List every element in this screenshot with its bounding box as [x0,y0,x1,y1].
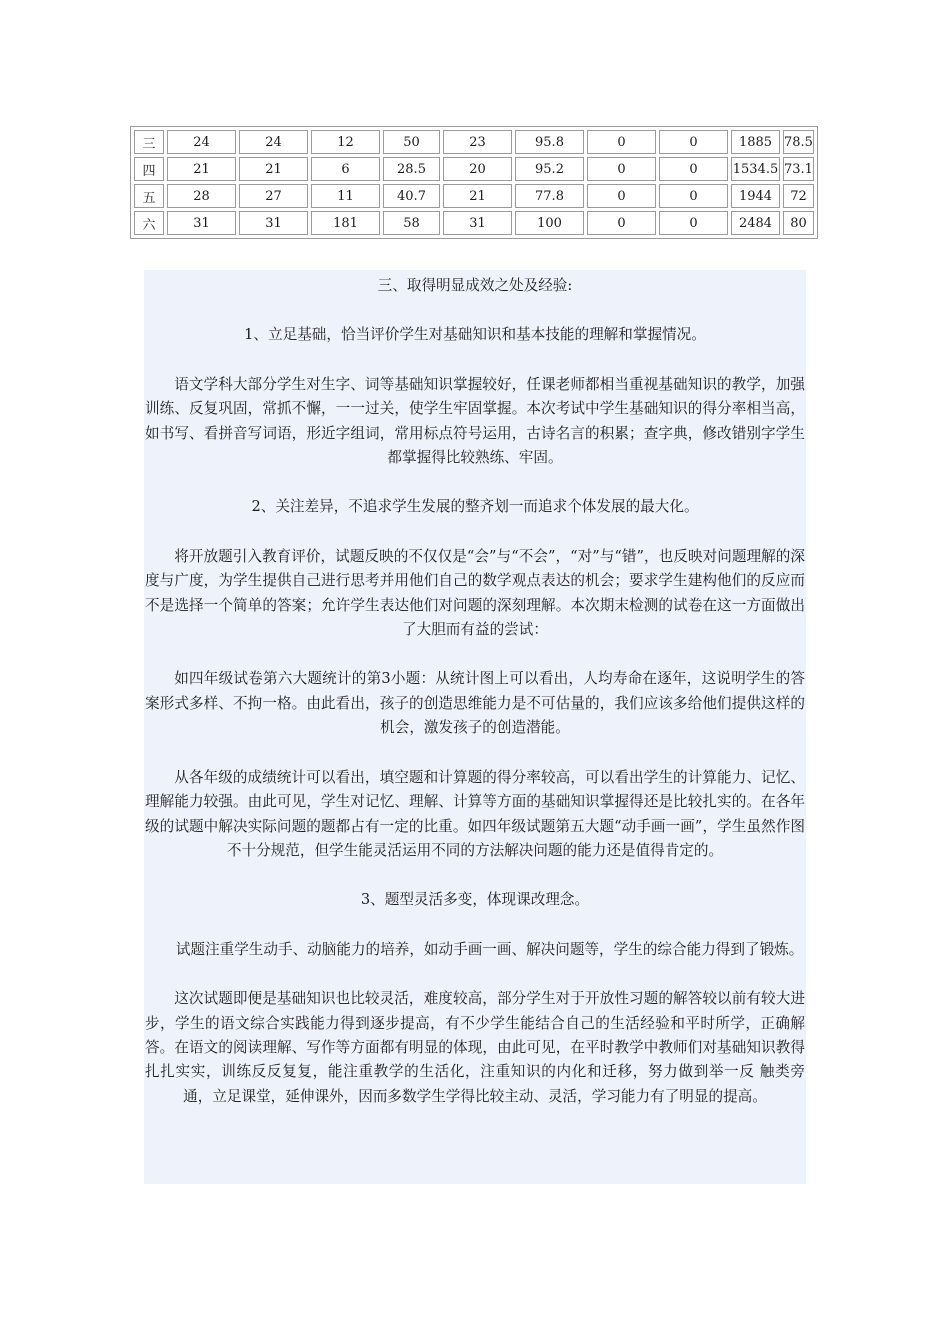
table-cell: 77.8 [515,184,584,208]
table-cell: 0 [587,211,656,235]
table-cell: 12 [311,130,380,154]
table-cell: 六 [134,211,164,235]
table-row [134,211,814,235]
table-cell: 20 [443,157,512,181]
table-cell: 23 [443,130,512,154]
table-cell: 21 [167,157,236,181]
table-cell: 78.5 [783,130,814,154]
table-cell: 五 [134,184,164,208]
table-cell: 21 [443,184,512,208]
subheading: 2、关注差异，不追求学生发展的整齐划一而追求个体发展的最大化。 [251,498,699,516]
table-cell: 40.7 [383,184,440,208]
table-cell: 72 [783,184,814,208]
table-cell: 31 [443,211,512,235]
section-title: 三、取得明显成效之处及经验: [377,277,573,294]
table-cell: 181 [311,211,380,235]
table-cell: 0 [659,184,728,208]
table-cell: 73.1 [783,157,814,181]
table-row [134,184,814,208]
table-cell: 2484 [731,211,780,235]
grade-score-table [130,126,818,239]
table-cell: 80 [783,211,814,235]
table-cell: 0 [587,184,656,208]
table-cell: 28.5 [383,157,440,181]
table-cell: 6 [311,157,380,181]
subheading: 1、立足基础，恰当评价学生对基础知识和基本技能的理解和掌握情况。 [244,326,706,344]
table-cell: 95.8 [515,130,584,154]
table-cell: 100 [515,211,584,235]
paragraph: 试题注重学生动手、动脑能力的培养，如动手画一画、解决问题等，学生的综合能力得到了锻炼。 [175,940,804,958]
table-cell: 27 [239,184,308,208]
table-row [134,157,814,181]
paragraph: 语文学科大部分学生对生字、词等基础知识掌握较好，任课老师都相当重视基础知识的教学，加强训练、反复巩固，常抓不懈，一一过关，使学生牢固掌握。本次考试中学生基础知识的得分率相当高，如书写、看拼音写词语，形近字组词，常用标点符号运用，古诗名言的积累；查字典，修改错别字学生都掌握得比较熟练、牢固。 [145,375,805,467]
table-cell: 1534.5 [731,157,780,181]
table-cell: 21 [239,157,308,181]
table-cell: 50 [383,130,440,154]
table-cell: 0 [587,130,656,154]
table-cell: 0 [659,211,728,235]
paragraph: 将开放题引入教育评价，试题反映的不仅仅是“会”与“不会”，“对”与“错”，也反映对问题理解的深度与广度，为学生提供自己进行思考并用他们自己的数学观点表达的机会；要求学生建构他们的反应而不是选择一个简单的答案；允许学生表达他们对问题的深刻理解。本次期末检测的试卷在这一方面做出了大胆而有益的尝试： [145,547,805,639]
subheading: 3、题型灵活多变，体现课改理念。 [360,891,590,909]
table-cell: 58 [383,211,440,235]
table-cell: 三 [134,130,164,154]
paragraph: 如四年级试卷第六大题统计的第3小题：从统计图上可以看出，人均寿命在逐年，这说明学生的答案形式多样、不拘一格。由此看出，孩子的创造思维能力是不可估量的，我们应该多给他们提供这样的机会，激发孩子的创造潜能。 [145,670,805,737]
table-cell: 31 [239,211,308,235]
table-row [134,130,814,154]
table-cell: 28 [167,184,236,208]
table-cell: 1885 [731,130,780,154]
report-content [144,270,806,1184]
table-cell: 31 [167,211,236,235]
table-cell: 0 [587,157,656,181]
table-cell: 0 [659,130,728,154]
table-cell: 四 [134,157,164,181]
paragraph: 从各年级的成绩统计可以看出，填空题和计算题的得分率较高，可以看出学生的计算能力、记忆、理解能力较强。由此可见，学生对记忆、理解、计算等方面的基础知识掌握得还是比较扎实的。在各年级的试题中解决实际问题的题都占有一定的比重。如四年级试题第五大题“动手画一画”，学生虽然作图不十分规范，但学生能灵活运用不同的方法解决问题的能力还是值得肯定的。 [145,768,805,859]
table-cell: 95.2 [515,157,584,181]
paragraph: 这次试题即便是基础知识也比较灵活，难度较高，部分学生对于开放性习题的解答较以前有较大进步，学生的语文综合实践能力得到逐步提高，有不少学生能结合自己的生活经验和平时所学，正确解答。在语文的阅读理解、写作等方面都有明显的体现，由此可见，在平时教学中教师们对基础知识教得扎扎实实，训练反反复复，能注重教学的生活化，注重知识的内化和迁移，努力做到举一反 触类旁通，立足课堂，延伸课外，因而多数学生学得比较主动、灵活，学习能力有了明显的提高。 [145,990,805,1105]
table-cell: 1944 [731,184,780,208]
table-cell: 24 [167,130,236,154]
table-cell: 11 [311,184,380,208]
table-cell: 0 [659,157,728,181]
table-cell: 24 [239,130,308,154]
